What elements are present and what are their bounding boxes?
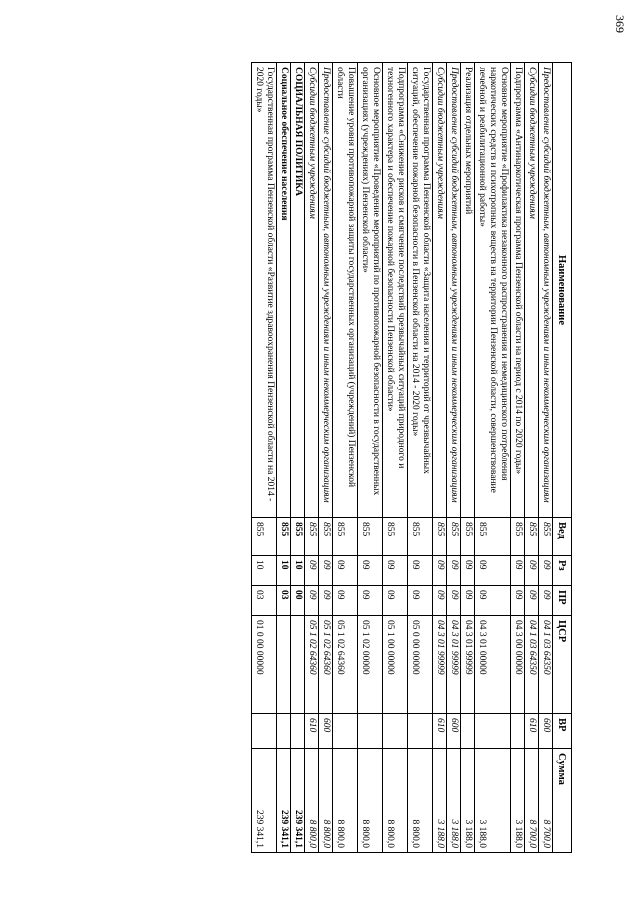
cell-rz: 09 <box>461 556 475 586</box>
table-body <box>252 63 553 853</box>
budget-table <box>251 62 572 853</box>
table-row <box>252 63 277 853</box>
cell-name: СОЦИАЛЬНАЯ ПОЛИТИКА <box>291 63 305 518</box>
col-header-vr: ВР <box>553 714 572 749</box>
cell-name: Социальное обеспечение населения <box>277 63 291 518</box>
table-row <box>291 63 305 853</box>
cell-vr: 600 <box>319 714 333 749</box>
table-row <box>461 63 475 853</box>
cell-rz: 09 <box>447 556 461 586</box>
cell-csr <box>277 616 291 714</box>
col-header-pr: ПР <box>553 586 572 616</box>
cell-csr: 04 1 03 64350 <box>539 616 553 714</box>
cell-vr: 600 <box>539 714 553 749</box>
cell-rz: 09 <box>383 556 408 586</box>
table-row <box>475 63 511 853</box>
cell-ved: 855 <box>525 518 539 556</box>
cell-vr <box>408 714 433 749</box>
cell-csr: 05 1 02 64360 <box>305 616 319 714</box>
cell-name: Субсидии бюджетным учреждениям <box>525 63 539 518</box>
table-row <box>433 63 447 853</box>
cell-vr <box>475 714 511 749</box>
table-header-row <box>553 63 572 853</box>
table-row <box>383 63 408 853</box>
table-row <box>333 63 358 853</box>
cell-name: Предоставление субсидий бюджетным, автономным учреждениям и иным некоммерческим организациям <box>319 63 333 518</box>
cell-ved: 855 <box>252 518 277 556</box>
cell-csr: 04 3 01 99999 <box>447 616 461 714</box>
cell-sum: 8 800,0 <box>333 749 358 853</box>
cell-sum: 8 800,0 <box>305 749 319 853</box>
cell-sum: 8 700,0 <box>539 749 553 853</box>
table-row <box>319 63 333 853</box>
cell-rz: 09 <box>319 556 333 586</box>
cell-csr: 05 0 00 00000 <box>408 616 433 714</box>
table-row <box>539 63 553 853</box>
table-row <box>511 63 525 853</box>
cell-sum: 3 188,0 <box>475 749 511 853</box>
cell-pr: 09 <box>319 586 333 616</box>
cell-ved: 855 <box>461 518 475 556</box>
cell-pr: 09 <box>447 586 461 616</box>
cell-name: Основное мероприятие «Профилактика незаконного распространения и немедицинского потребления наркотических средств и психотропных веществ на территории Пензенской области, совершенствование лечебной и реабилитационной работы» <box>475 63 511 518</box>
cell-sum: 8 800,0 <box>319 749 333 853</box>
col-header-name: Наименование <box>553 63 572 518</box>
cell-name: Повышение уровня противопожарной защиты государственных организаций (учреждений) Пензенской области <box>333 63 358 518</box>
budget-table-container <box>76 62 572 852</box>
cell-ved: 855 <box>383 518 408 556</box>
cell-pr: 09 <box>525 586 539 616</box>
cell-ved: 855 <box>291 518 305 556</box>
cell-rz: 09 <box>525 556 539 586</box>
cell-sum: 239 341,1 <box>277 749 291 853</box>
table-row <box>447 63 461 853</box>
cell-csr: 05 1 02 64360 <box>319 616 333 714</box>
cell-vr <box>291 714 305 749</box>
cell-csr <box>291 616 305 714</box>
table-row <box>525 63 539 853</box>
cell-rz: 09 <box>358 556 383 586</box>
cell-pr: 00 <box>291 586 305 616</box>
cell-sum: 239 341,1 <box>291 749 305 853</box>
cell-pr: 09 <box>461 586 475 616</box>
cell-vr <box>333 714 358 749</box>
cell-name: Предоставление субсидий бюджетным, автономным учреждениям и иным некоммерческим организациям <box>539 63 553 518</box>
cell-vr <box>511 714 525 749</box>
cell-ved: 855 <box>447 518 461 556</box>
cell-rz: 09 <box>305 556 319 586</box>
cell-sum: 8 800,0 <box>408 749 433 853</box>
cell-sum: 3 188,0 <box>447 749 461 853</box>
cell-csr: 05 1 00 00000 <box>383 616 408 714</box>
cell-csr: 05 1 02 00000 <box>358 616 383 714</box>
cell-csr: 01 0 00 00000 <box>252 616 277 714</box>
cell-pr: 09 <box>408 586 433 616</box>
table-row <box>277 63 291 853</box>
cell-sum: 8 800,0 <box>358 749 383 853</box>
cell-name: Предоставление субсидий бюджетным, автономным учреждениям и иным некоммерческим организациям <box>447 63 461 518</box>
cell-pr: 09 <box>305 586 319 616</box>
cell-rz: 09 <box>333 556 358 586</box>
cell-rz: 09 <box>408 556 433 586</box>
cell-vr: 610 <box>433 714 447 749</box>
cell-ved: 855 <box>511 518 525 556</box>
cell-pr: 09 <box>383 586 408 616</box>
col-header-csr: ЦСР <box>553 616 572 714</box>
cell-name: Основное мероприятие «Проведение мероприятий по противопожарной безопасности в государственных организациях (учреждениях) Пензенской области» <box>358 63 383 518</box>
cell-sum: 3 188,0 <box>433 749 447 853</box>
cell-ved: 855 <box>433 518 447 556</box>
cell-csr: 04 3 01 99999 <box>433 616 447 714</box>
cell-vr <box>358 714 383 749</box>
cell-vr <box>383 714 408 749</box>
cell-name: Субсидии бюджетным учреждениям <box>433 63 447 518</box>
cell-name: Государственная программа Пензенской области «Развитие здравоохранения Пензенской области на 2014 - 2020 годы» <box>252 63 277 518</box>
cell-ved: 855 <box>475 518 511 556</box>
cell-rz: 09 <box>433 556 447 586</box>
page-number: 369 <box>613 15 628 33</box>
cell-vr <box>461 714 475 749</box>
cell-vr <box>277 714 291 749</box>
col-header-ved: Вед <box>553 518 572 556</box>
cell-pr: 09 <box>333 586 358 616</box>
cell-rz: 10 <box>277 556 291 586</box>
cell-ved: 855 <box>305 518 319 556</box>
cell-name: Реализация отдельных мероприятий <box>461 63 475 518</box>
cell-pr: 09 <box>511 586 525 616</box>
cell-pr: 09 <box>475 586 511 616</box>
cell-ved: 855 <box>277 518 291 556</box>
cell-sum: 3 188,0 <box>461 749 475 853</box>
cell-rz: 09 <box>475 556 511 586</box>
cell-pr: 09 <box>433 586 447 616</box>
cell-rz: 09 <box>539 556 553 586</box>
cell-vr: 610 <box>305 714 319 749</box>
cell-name: Государственная программа Пензенской области «Защита населения и территорий от чрезвычайных ситуаций, обеспечение пожарной безопасности в Пензенской области на 2014 - 2020 годы» <box>408 63 433 518</box>
cell-vr <box>252 714 277 749</box>
col-header-sum: Сумма <box>553 749 572 853</box>
cell-pr: 09 <box>539 586 553 616</box>
cell-ved: 855 <box>358 518 383 556</box>
cell-pr: 09 <box>358 586 383 616</box>
cell-vr: 610 <box>525 714 539 749</box>
cell-rz: 09 <box>511 556 525 586</box>
cell-name: Подпрограмма «Снижение рисков и смягчение последствий чрезвычайных ситуаций природного и техногенного характера и обеспечение пожарной безопасности Пензенской области» <box>383 63 408 518</box>
cell-pr: 03 <box>252 586 277 616</box>
table-row <box>305 63 319 853</box>
cell-ved: 855 <box>539 518 553 556</box>
cell-name: Подпрограмма «Антинаркотическая программа Пензенской области на период с 2014 по 2020 годы» <box>511 63 525 518</box>
cell-rz: 10 <box>252 556 277 586</box>
cell-sum: 8 800,0 <box>383 749 408 853</box>
cell-csr: 04 3 01 00000 <box>475 616 511 714</box>
cell-ved: 855 <box>333 518 358 556</box>
cell-sum: 239 341,1 <box>252 749 277 853</box>
cell-csr: 04 3 00 00000 <box>511 616 525 714</box>
cell-ved: 855 <box>408 518 433 556</box>
cell-csr: 05 1 02 64360 <box>333 616 358 714</box>
cell-name: Субсидии бюджетным учреждениям <box>305 63 319 518</box>
cell-sum: 8 700,0 <box>525 749 539 853</box>
cell-sum: 3 188,0 <box>511 749 525 853</box>
cell-csr: 04 3 01 99999 <box>461 616 475 714</box>
cell-csr: 04 1 03 64350 <box>525 616 539 714</box>
cell-vr: 600 <box>447 714 461 749</box>
table-row <box>358 63 383 853</box>
table-row <box>408 63 433 853</box>
cell-rz: 10 <box>291 556 305 586</box>
cell-ved: 855 <box>319 518 333 556</box>
cell-pr: 03 <box>277 586 291 616</box>
col-header-rz: Рз <box>553 556 572 586</box>
